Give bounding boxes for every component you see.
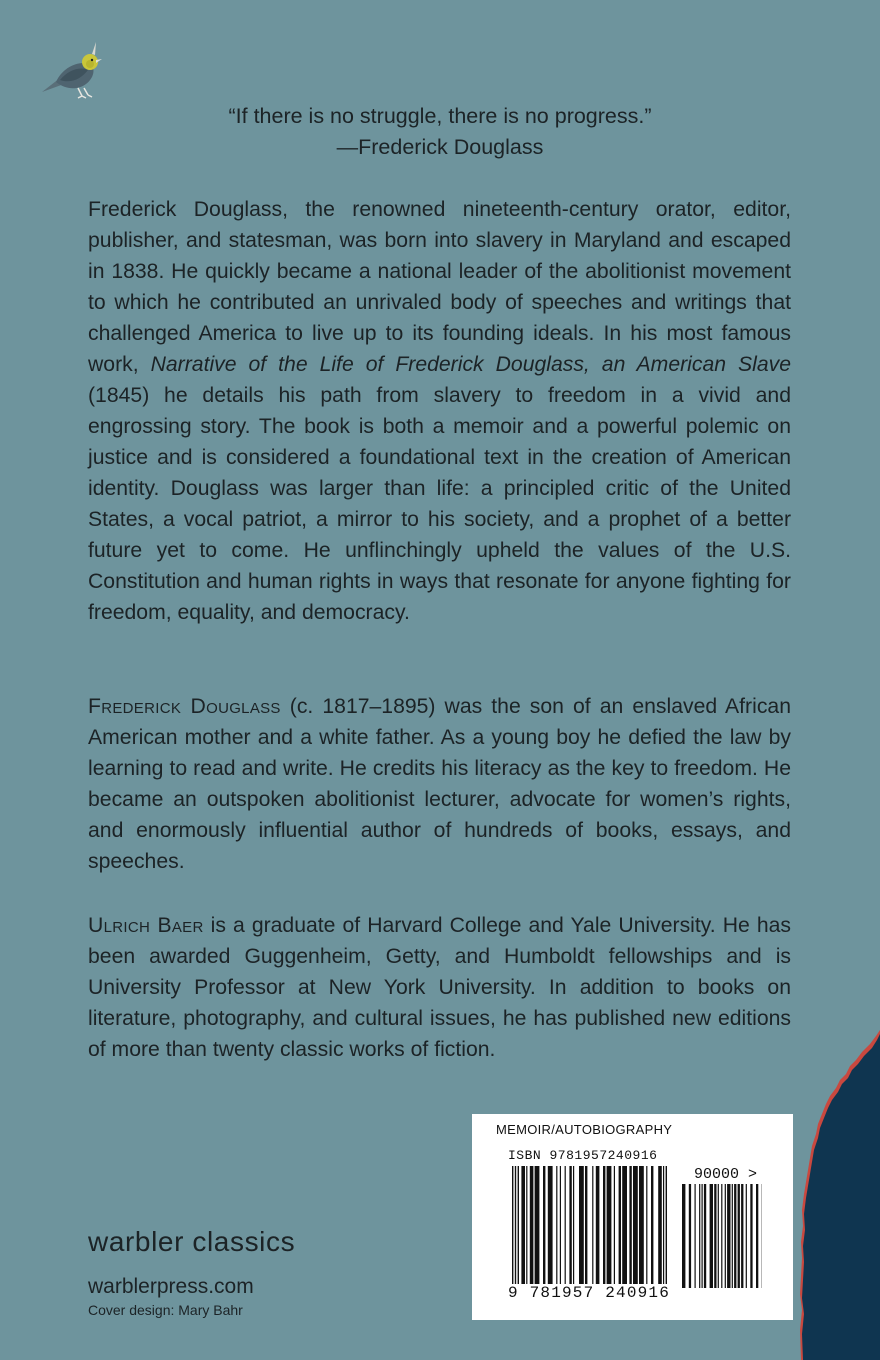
barcode-bar [639, 1166, 644, 1284]
book-title: Narrative of the Life of Frederick Douglass, an American Slave [150, 353, 791, 376]
barcode-bar [734, 1184, 736, 1288]
barcode-bar [560, 1166, 561, 1284]
editor-bio [88, 910, 791, 1065]
price-addon-barcode [682, 1184, 762, 1290]
barcode-bar [585, 1166, 587, 1284]
barcode-bar [646, 1166, 647, 1284]
quote-attribution: —Frederick Douglass [336, 135, 544, 159]
barcode-bar [725, 1184, 726, 1288]
isbn-barcode-panel [472, 1114, 793, 1320]
barcode-bar [732, 1184, 733, 1288]
description-part2: (1845) he details his path from slavery to freedom in a vivid and engrossing story. The book is both a memoir and a powerful polemic on justice and is considered a foundational text in the creation of American identity. Douglass was larger than life: a principled critic of the United States, a vocal patriot, a mirror to his society, and a prophet of a better future yet to come. He unflinchingly upheld the values of the U.S. Constitution and human rights in ways that resonate for anyone fighting for freedom, equality, and democracy. [88, 384, 791, 624]
barcode-bar [573, 1166, 574, 1284]
barcode-bar [738, 1184, 740, 1288]
barcode-bar [718, 1184, 719, 1288]
barcode-bar [741, 1184, 743, 1288]
ean13-barcode [512, 1166, 668, 1298]
warbler-bird-icon [38, 38, 104, 100]
barcode-bar [614, 1166, 615, 1284]
barcode-bar [518, 1166, 519, 1284]
barcode-bar [569, 1166, 571, 1284]
barcode-bar [651, 1166, 653, 1284]
epigraph [88, 101, 792, 163]
barcode-bar [756, 1184, 758, 1288]
barcode-bar [727, 1184, 730, 1288]
barcode-bar [521, 1166, 525, 1284]
barcode-bar [699, 1184, 700, 1288]
barcode-bar [702, 1184, 703, 1288]
barcode-bar [579, 1166, 584, 1284]
barcode-bar [629, 1166, 631, 1284]
barcode-bar [619, 1166, 621, 1284]
book-description [88, 194, 791, 628]
barcode-bar [666, 1166, 667, 1284]
publisher-url[interactable]: warblerpress.com [88, 1275, 254, 1298]
editor-bio-text: is a graduate of Harvard College and Yale University. He has been awarded Guggenheim, Getty, and Humboldt fellowships and is University Professor at New York University. In addition to books on literature, photography, and cultural issues, he has published new editions of more than twenty classic works of fiction. [88, 914, 791, 1061]
barcode-bar [548, 1166, 553, 1284]
barcode-bar [556, 1166, 557, 1284]
barcode-bar [526, 1166, 527, 1284]
barcode-bar [607, 1166, 612, 1284]
barcode-bar [543, 1166, 545, 1284]
author-name: Frederick Douglass [88, 695, 281, 718]
editor-name: Ulrich Baer [88, 914, 204, 937]
isbn-label: ISBN 9781957240916 [508, 1148, 658, 1163]
publisher-name: warbler classics [88, 1226, 296, 1257]
barcode-bar [565, 1166, 566, 1284]
cover-design-credit: Cover design: Mary Bahr [88, 1302, 243, 1318]
barcode-bar [682, 1184, 685, 1288]
barcode-digits: 9 781957 240916 [508, 1284, 671, 1302]
barcode-bar [530, 1166, 534, 1284]
barcode-bar [596, 1166, 600, 1284]
barcode-bar [515, 1166, 516, 1296]
barcode-bar [704, 1184, 706, 1288]
barcode-bar [714, 1184, 716, 1288]
barcode-bar [535, 1166, 540, 1284]
barcode-bar [622, 1166, 627, 1284]
barcode-bar [689, 1184, 691, 1288]
book-category: MEMOIR/AUTOBIOGRAPHY [496, 1122, 673, 1137]
author-bio-text: (c. 1817–1895) was the son of an enslaved African American mother and a white father. As a young boy he defied the law by learning to read and write. He credits his literacy as the key to freedom. He became an outspoken abolitionist lecturer, advocate for women’s rights, and enormously influential author of hundreds of books, essays, and speeches. [88, 695, 791, 873]
barcode-bar [721, 1184, 722, 1288]
barcode-bar [750, 1184, 752, 1288]
barcode-bar [695, 1184, 696, 1288]
barcode-bar [710, 1184, 713, 1288]
barcode-bar [658, 1166, 662, 1296]
barcode-bar [633, 1166, 638, 1284]
description-part1: Frederick Douglass, the renowned nineteenth-century orator, editor, publisher, and statesman, was born into slavery in Maryland and escaped in 1838. He quickly became a national leader of the abolitionist movement to which he contributed an unrivaled body of speeches and writings that challenged America to live up to its founding ideals. In his most famous work, [88, 198, 791, 376]
barcode-bar [512, 1166, 513, 1296]
price-code: 90000 > [694, 1166, 758, 1183]
barcode-bar [603, 1166, 605, 1284]
barcode-bar [592, 1166, 593, 1284]
quote-text: “If there is no struggle, there is no progress.” [228, 104, 652, 128]
barcode-bar [663, 1166, 664, 1296]
author-bio [88, 691, 791, 877]
barcode-bar [746, 1184, 747, 1288]
torn-paper-edge [800, 1030, 880, 1360]
